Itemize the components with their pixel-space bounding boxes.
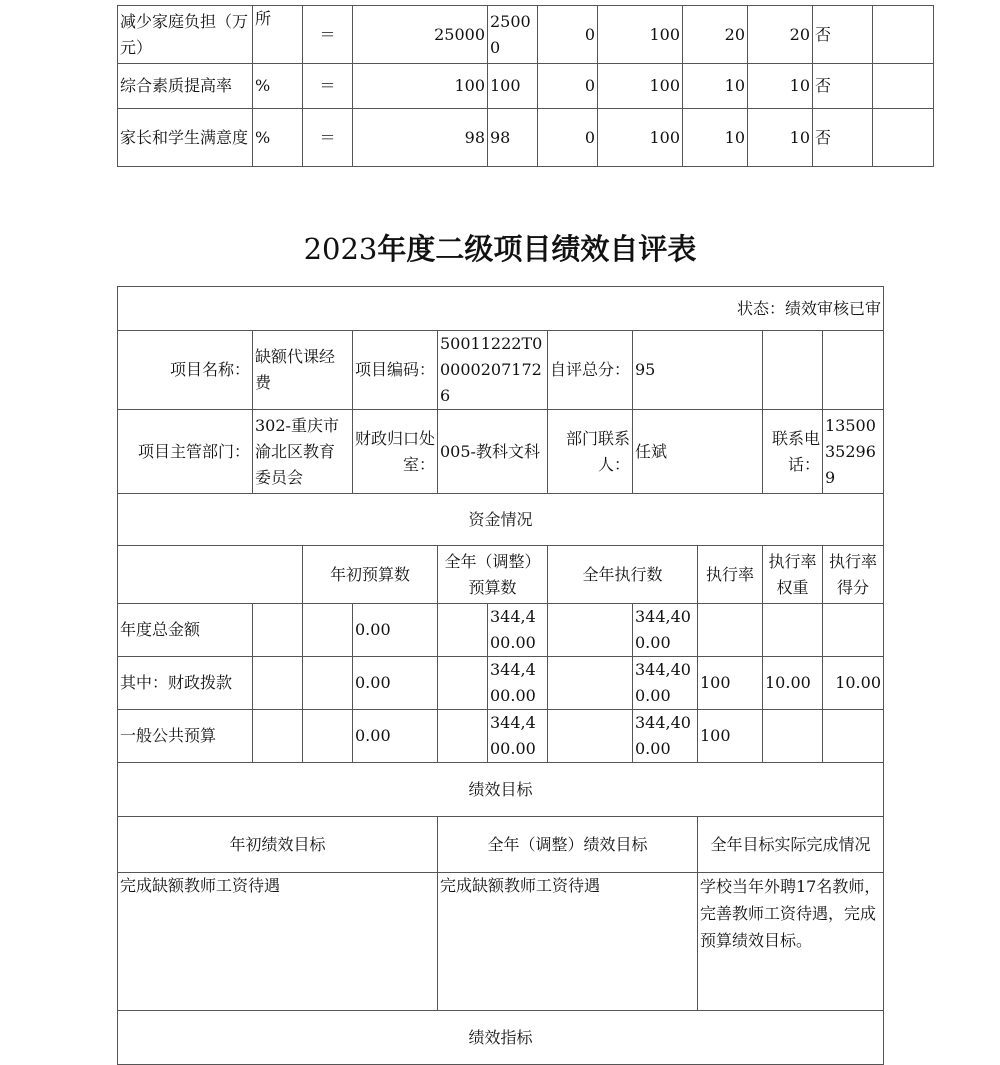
initial-budget: 0.00 xyxy=(353,604,438,657)
adjusted-goal: 完成缺额教师工资待遇 xyxy=(438,873,698,1011)
indicator-flag: 否 xyxy=(813,109,873,167)
indicator-weight: 10 xyxy=(683,64,748,109)
self-score: 95 xyxy=(633,331,763,410)
adjusted-goal-header: 全年（调整）绩效目标 xyxy=(438,817,698,873)
indicator-unit: % xyxy=(253,109,303,167)
exec-weight xyxy=(763,604,823,657)
table-row xyxy=(118,604,884,657)
blank-cell xyxy=(548,710,633,763)
funds-row-label: 其中：财政拨款 xyxy=(118,657,253,710)
score-header: 执行率得分 xyxy=(823,546,884,604)
indicator-score: 10 xyxy=(748,64,813,109)
evaluation-table xyxy=(117,286,884,1065)
indicator-score: 20 xyxy=(748,6,813,64)
blank-cell xyxy=(303,710,353,763)
funds-row-label: 一般公共预算 xyxy=(118,710,253,763)
goals-header-row xyxy=(118,817,884,873)
status-row xyxy=(118,287,884,331)
initial-budget-header: 年初预算数 xyxy=(303,546,438,604)
dept-label: 项目主管部门： xyxy=(118,410,253,494)
blank-cell xyxy=(548,657,633,710)
contact-name: 任斌 xyxy=(633,410,763,494)
indicator-name: 家长和学生满意度 xyxy=(118,109,253,167)
page-title xyxy=(0,226,1000,272)
project-code: 50011222T000002071726 xyxy=(438,331,548,410)
indicator-rate: 100 xyxy=(598,6,683,64)
indicator-name: 减少家庭负担（万元） xyxy=(118,6,253,64)
blank-cell xyxy=(438,710,488,763)
goals-section-title: 绩效目标 xyxy=(118,763,884,817)
indicator-blank xyxy=(873,109,934,167)
indicator-score: 10 xyxy=(748,109,813,167)
indicator-rate: 100 xyxy=(598,64,683,109)
executed-amount: 344,400.00 xyxy=(633,604,698,657)
initial-goal: 完成缺额教师工资待遇 xyxy=(118,873,438,1011)
indicators-section-title: 绩效指标 xyxy=(118,1011,884,1065)
indicator-weight: 20 xyxy=(683,6,748,64)
blank-cell xyxy=(823,331,884,410)
title-year: 2023 xyxy=(303,232,378,266)
blank-cell xyxy=(763,331,823,410)
indicator-target: 100 xyxy=(353,64,488,109)
indicator-rate: 100 xyxy=(598,109,683,167)
table-row xyxy=(118,710,884,763)
goals-content-row xyxy=(118,873,884,1011)
blank-cell xyxy=(118,546,303,604)
adjusted-budget-header: 全年（调整）预算数 xyxy=(438,546,548,604)
project-name: 缺额代课经费 xyxy=(253,331,353,410)
table-row xyxy=(118,6,934,64)
exec-score xyxy=(823,710,884,763)
department-row xyxy=(118,410,884,494)
phone-number: 13500352969 xyxy=(823,410,884,494)
adjusted-budget: 344,400.00 xyxy=(488,657,548,710)
weight-header: 执行率权重 xyxy=(763,546,823,604)
exec-rate xyxy=(698,604,763,657)
funds-header-row xyxy=(118,546,884,604)
indicator-flag: 否 xyxy=(813,64,873,109)
exec-score: 10.00 xyxy=(823,657,884,710)
contact-label: 部门联系人： xyxy=(548,410,633,494)
funds-section-row xyxy=(118,494,884,546)
indicator-flag: 否 xyxy=(813,6,873,64)
phone-label: 联系电话： xyxy=(763,410,823,494)
status-text: 状态：绩效审核已审 xyxy=(118,287,884,331)
dept-name: 302-重庆市渝北区教育委员会 xyxy=(253,410,353,494)
indicator-operator: ＝ xyxy=(303,109,353,167)
indicator-operator: ＝ xyxy=(303,64,353,109)
office-label: 财政归口处室： xyxy=(353,410,438,494)
indicator-blank xyxy=(873,6,934,64)
table-row xyxy=(118,64,934,109)
exec-weight xyxy=(763,710,823,763)
indicator-name: 综合素质提高率 xyxy=(118,64,253,109)
table-row xyxy=(118,109,934,167)
self-score-label: 自评总分： xyxy=(548,331,633,410)
actual-goal-header: 全年目标实际完成情况 xyxy=(698,817,884,873)
indicator-table-continuation xyxy=(117,5,934,167)
blank-cell xyxy=(303,604,353,657)
exec-rate: 100 xyxy=(698,710,763,763)
blank-cell xyxy=(253,604,303,657)
indicator-unit: 所 xyxy=(253,6,303,64)
funds-row-label: 年度总金额 xyxy=(118,604,253,657)
blank-cell xyxy=(548,604,633,657)
goals-section-row xyxy=(118,763,884,817)
executed-amount: 344,400.00 xyxy=(633,657,698,710)
blank-cell xyxy=(303,657,353,710)
project-code-label: 项目编码： xyxy=(353,331,438,410)
adjusted-budget: 344,400.00 xyxy=(488,710,548,763)
indicator-target: 25000 xyxy=(353,6,488,64)
actual-goal: 学校当年外聘17名教师，完善教师工资待遇，完成预算绩效目标。 xyxy=(698,873,884,1011)
blank-cell xyxy=(253,710,303,763)
exec-weight: 10.00 xyxy=(763,657,823,710)
indicator-unit: % xyxy=(253,64,303,109)
blank-cell xyxy=(438,657,488,710)
executed-amount: 344,400.00 xyxy=(633,710,698,763)
indicator-deviation: 0 xyxy=(538,6,598,64)
blank-cell xyxy=(253,657,303,710)
project-name-label: 项目名称： xyxy=(118,331,253,410)
indicator-weight: 10 xyxy=(683,109,748,167)
rate-header: 执行率 xyxy=(698,546,763,604)
adjusted-budget: 344,400.00 xyxy=(488,604,548,657)
funds-section-title: 资金情况 xyxy=(118,494,884,546)
indicator-deviation: 0 xyxy=(538,109,598,167)
executed-header: 全年执行数 xyxy=(548,546,698,604)
initial-budget: 0.00 xyxy=(353,710,438,763)
exec-rate: 100 xyxy=(698,657,763,710)
title-text: 年度二级项目绩效自评表 xyxy=(377,232,697,266)
exec-score xyxy=(823,604,884,657)
initial-budget: 0.00 xyxy=(353,657,438,710)
indicator-operator: ＝ xyxy=(303,6,353,64)
indicator-actual: 25000 xyxy=(488,6,538,64)
indicators-section-row xyxy=(118,1011,884,1065)
table-row xyxy=(118,657,884,710)
blank-cell xyxy=(438,604,488,657)
indicator-target: 98 xyxy=(353,109,488,167)
project-row xyxy=(118,331,884,410)
indicator-blank xyxy=(873,64,934,109)
initial-goal-header: 年初绩效目标 xyxy=(118,817,438,873)
indicator-actual: 100 xyxy=(488,64,538,109)
indicator-deviation: 0 xyxy=(538,64,598,109)
indicator-actual: 98 xyxy=(488,109,538,167)
office-name: 005-教科文科 xyxy=(438,410,548,494)
